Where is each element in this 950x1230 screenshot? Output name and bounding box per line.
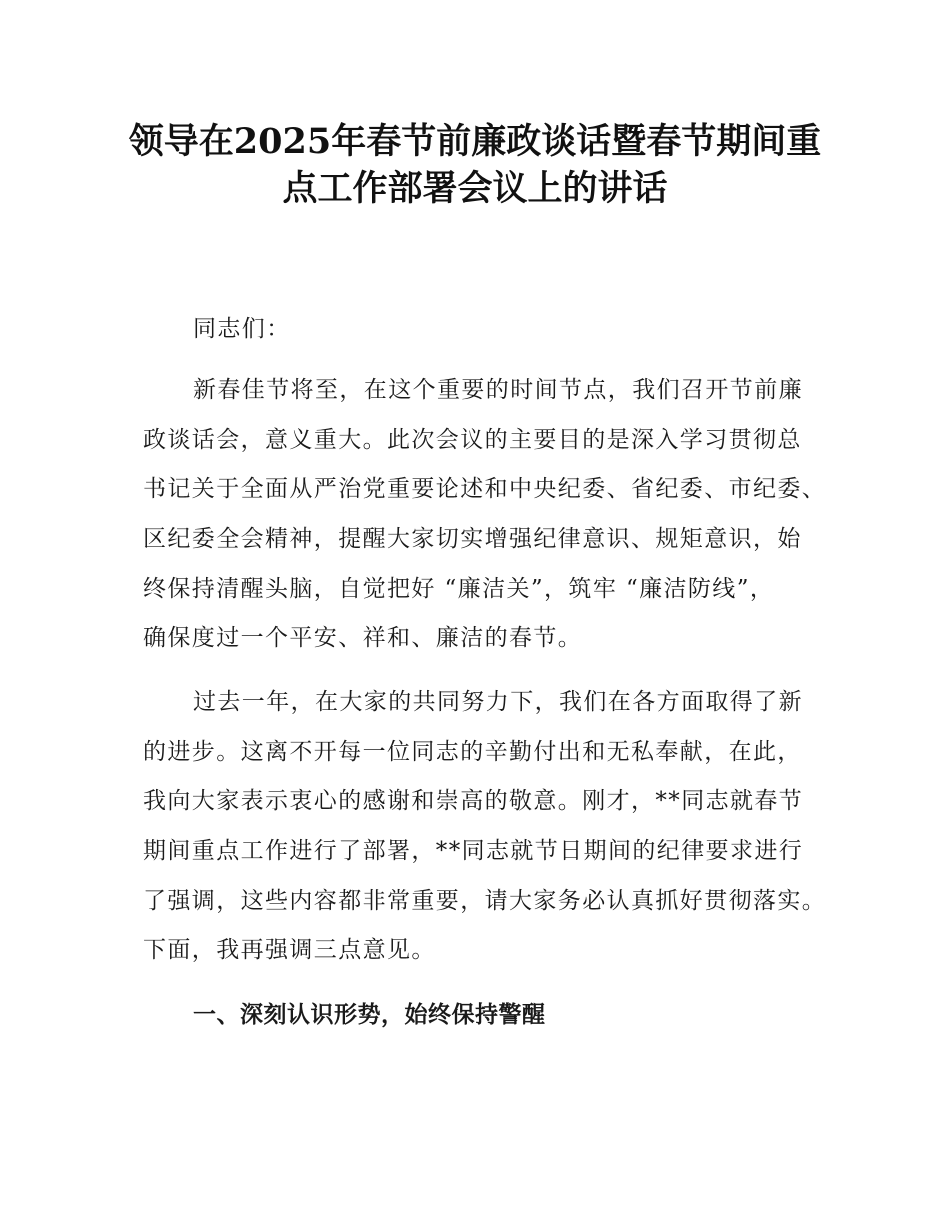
paragraph-line: 过去一年，在大家的共同努力下，我们在各方面取得了新 — [193, 689, 803, 715]
paragraph-line: 我向大家表示衷心的感谢和崇高的敬意。刚才，**同志就春节 — [143, 788, 804, 814]
paragraph-line: 了强调，这些内容都非常重要，请大家务必认真抓好贯彻落实。 — [143, 888, 827, 914]
section-heading: 一、深刻认识形势，始终保持警醒 — [193, 1002, 546, 1028]
paragraph-line: 的进步。这离不开每一位同志的辛勤付出和无私奉献，在此， — [143, 739, 802, 765]
paragraph-line: 区纪委全会精神，提醒大家切实增强纪律意识、规矩意识，始 — [143, 526, 802, 552]
paragraph-line: 新春佳节将至，在这个重要的时间节点，我们召开节前廉 — [193, 377, 803, 403]
paragraph-line: 政谈话会，意义重大。此次会议的主要目的是深入学习贯彻总 — [143, 427, 802, 453]
salutation: 同志们： — [193, 316, 291, 342]
paragraph-line: 下面，我再强调三点意见。 — [143, 937, 436, 963]
paragraph-line: 终保持清醒头脑，自觉把好 “廉洁关”，筑牢 “廉洁防线”， — [143, 576, 775, 602]
paragraph-line: 书记关于全面从严治党重要论述和中央纪委、省纪委、市纪委、 — [143, 476, 827, 502]
document-title-line-1: 领导在2025年春节前廉政谈话暨春节期间重 — [128, 121, 822, 162]
paragraph-line: 确保度过一个平安、祥和、廉洁的春节。 — [143, 625, 583, 651]
paragraph-line: 期间重点工作进行了部署，**同志就节日期间的纪律要求进行 — [143, 838, 804, 864]
document-title-line-2: 点工作部署会议上的讲话 — [282, 168, 668, 209]
